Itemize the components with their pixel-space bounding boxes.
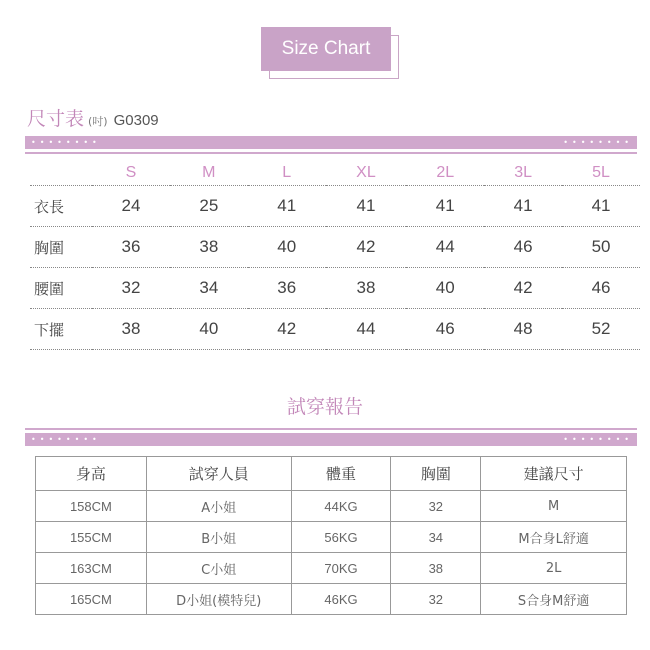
tester-cell: B小姐	[146, 522, 291, 553]
fit-header-row	[36, 457, 627, 491]
bust-cell: 38	[391, 553, 481, 584]
measure-value: 46	[484, 227, 562, 268]
suggested-size-cell: S合身M舒適	[481, 584, 627, 615]
bust-cell: 34	[391, 522, 481, 553]
table-row	[36, 491, 627, 522]
measure-value: 38	[92, 309, 170, 350]
decorative-line-bottom	[25, 428, 637, 430]
tester-cell: D小姐(模特兒)	[146, 584, 291, 615]
size-chart-title-block	[261, 27, 393, 73]
table-row	[36, 522, 627, 553]
weight-cell: 44KG	[291, 491, 391, 522]
measure-value: 41	[248, 186, 326, 227]
column-header: 身高	[36, 457, 147, 491]
suggested-size-cell: 2L	[481, 553, 627, 584]
measure-value: 34	[170, 268, 248, 309]
size-chart-heading-text: 尺寸表	[27, 108, 85, 130]
suggested-size-cell: M	[481, 491, 627, 522]
measure-label: 胸圍	[30, 227, 92, 268]
table-row	[30, 227, 640, 268]
table-row	[30, 268, 640, 309]
measure-value: 25	[170, 186, 248, 227]
fit-report-table	[35, 456, 627, 615]
height-cell: 163CM	[36, 553, 147, 584]
measure-value: 40	[248, 227, 326, 268]
size-label: 3L	[484, 160, 562, 186]
measure-value: 36	[248, 268, 326, 309]
measure-value: 40	[406, 268, 484, 309]
measure-label: 腰圍	[30, 268, 92, 309]
size-label: XL	[326, 160, 407, 186]
size-header-row	[30, 160, 640, 186]
bust-cell: 32	[391, 491, 481, 522]
page-title: Size Chart	[261, 27, 391, 71]
size-label: 5L	[562, 160, 640, 186]
size-chart-unit: (吋)	[88, 115, 108, 128]
size-label: L	[248, 160, 326, 186]
measure-value: 41	[484, 186, 562, 227]
weight-cell: 56KG	[291, 522, 391, 553]
column-header: 建議尺寸	[481, 457, 627, 491]
measure-value: 32	[92, 268, 170, 309]
measure-value: 42	[484, 268, 562, 309]
measure-value: 38	[326, 268, 407, 309]
measure-value: 40	[170, 309, 248, 350]
decorative-band-top	[25, 136, 637, 149]
measure-value: 50	[562, 227, 640, 268]
tester-cell: A小姐	[146, 491, 291, 522]
measure-value: 44	[406, 227, 484, 268]
product-code: G0309	[113, 112, 159, 129]
measure-value: 41	[406, 186, 484, 227]
table-row	[36, 584, 627, 615]
measure-value: 42	[326, 227, 407, 268]
measure-label: 下擺	[30, 309, 92, 350]
band-dots-right: ••••••••	[563, 138, 633, 147]
measure-value: 41	[562, 186, 640, 227]
measure-value: 41	[326, 186, 407, 227]
size-chart-heading	[27, 104, 159, 131]
measure-value: 42	[248, 309, 326, 350]
band-dots-left: ••••••••	[31, 435, 101, 444]
size-table	[30, 160, 640, 350]
table-row	[30, 186, 640, 227]
bust-cell: 32	[391, 584, 481, 615]
decorative-line-top	[25, 152, 637, 154]
column-header: 胸圍	[391, 457, 481, 491]
measure-value: 38	[170, 227, 248, 268]
measure-value: 52	[562, 309, 640, 350]
size-label: M	[170, 160, 248, 186]
height-cell: 165CM	[36, 584, 147, 615]
fit-report-heading: 試穿報告	[286, 396, 363, 418]
size-label: 2L	[406, 160, 484, 186]
column-header: 試穿人員	[146, 457, 291, 491]
measure-value: 24	[92, 186, 170, 227]
measure-value: 44	[326, 309, 407, 350]
weight-cell: 70KG	[291, 553, 391, 584]
height-cell: 158CM	[36, 491, 147, 522]
table-row	[30, 309, 640, 350]
column-header: 體重	[291, 457, 391, 491]
measure-value: 36	[92, 227, 170, 268]
size-label: S	[92, 160, 170, 186]
measure-label: 衣長	[30, 186, 92, 227]
band-dots-left: ••••••••	[31, 138, 101, 147]
measure-value: 46	[406, 309, 484, 350]
decorative-band-bottom	[25, 433, 637, 446]
height-cell: 155CM	[36, 522, 147, 553]
measure-value: 48	[484, 309, 562, 350]
suggested-size-cell: M合身L舒適	[481, 522, 627, 553]
measure-value: 46	[562, 268, 640, 309]
tester-cell: C小姐	[146, 553, 291, 584]
size-header-blank	[30, 160, 92, 186]
table-row	[36, 553, 627, 584]
band-dots-right: ••••••••	[563, 435, 633, 444]
weight-cell: 46KG	[291, 584, 391, 615]
